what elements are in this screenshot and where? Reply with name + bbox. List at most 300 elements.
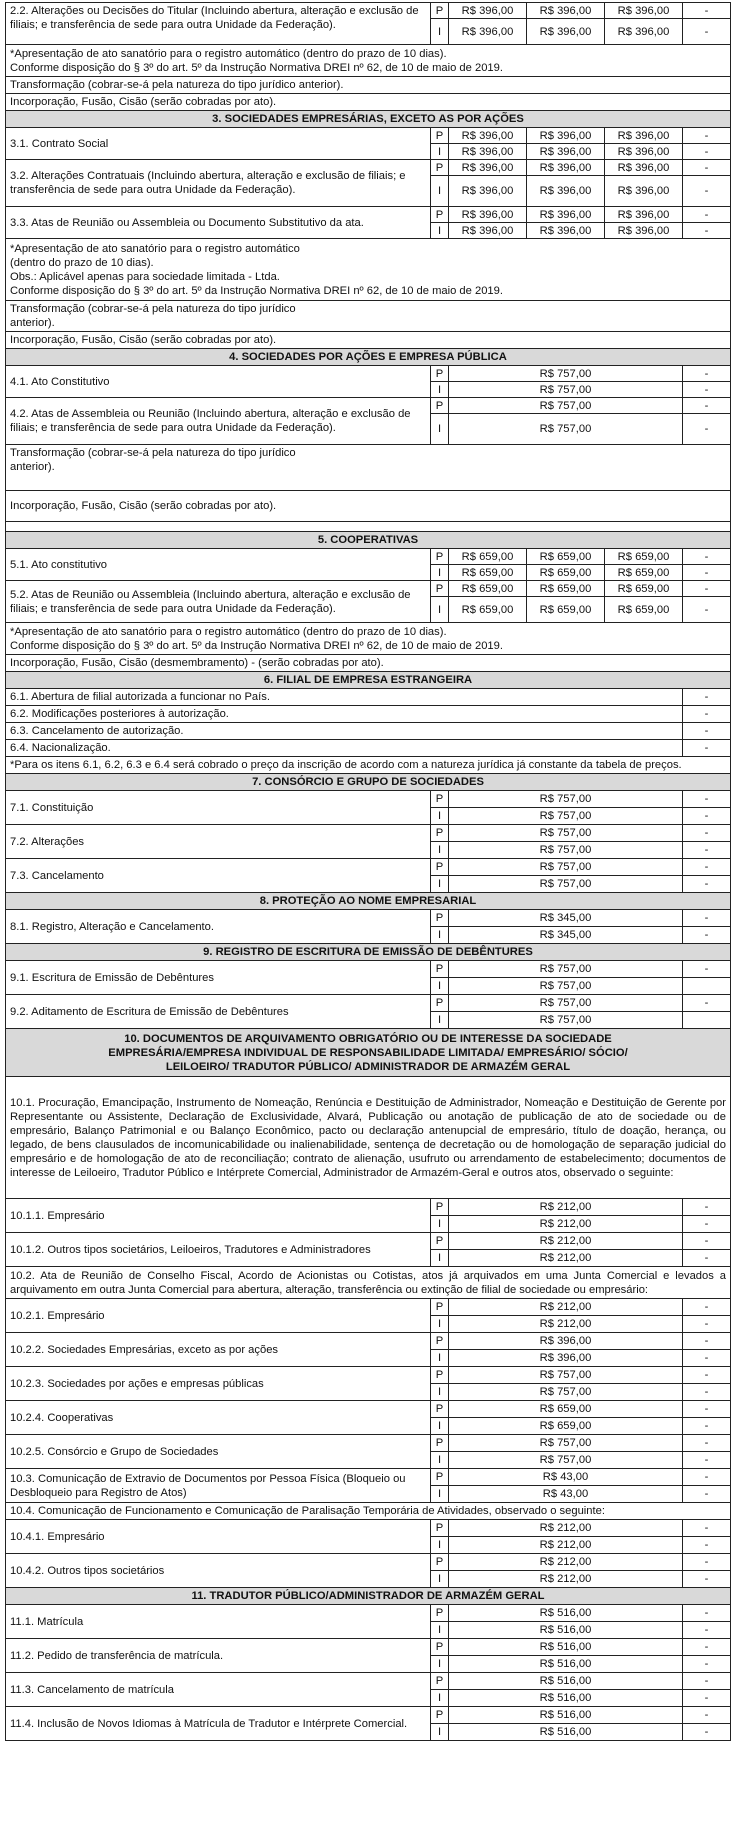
section-title <box>6 532 731 549</box>
price-row <box>6 1199 731 1216</box>
text-line: Incorporação, Fusão, Cisão (desmembramento) - (serão cobradas por ato). <box>10 657 384 669</box>
price-row <box>6 859 731 876</box>
item-dash: - <box>683 1367 731 1384</box>
pi-code: I <box>431 144 449 160</box>
section-header-row <box>6 349 731 366</box>
item-label: 10.2.4. Cooperativas <box>6 1401 431 1435</box>
section-header-row <box>6 893 731 910</box>
fee-table <box>5 2 731 1741</box>
item-label: 8.1. Registro, Alteração e Cancelamento. <box>6 910 431 944</box>
price-row <box>6 1401 731 1418</box>
price-value: R$ 659,00 <box>449 597 527 623</box>
item-dash: - <box>683 3 731 19</box>
price-row <box>6 581 731 597</box>
note-text <box>6 239 731 301</box>
price-value: R$ 757,00 <box>449 859 683 876</box>
text-line: Transformação (cobrar-se-á pela natureza do tipo jurídico <box>10 447 296 459</box>
text-line: anterior). <box>10 461 55 473</box>
item-label: 10.2.3. Sociedades por ações e empresas públicas <box>6 1367 431 1401</box>
pi-code: I <box>431 927 449 944</box>
note-text <box>6 757 731 774</box>
text-line: Conforme disposição do § 3º do art. 5º da Instrução Normativa DREI nº 62, de 10 de maio de 2019. <box>10 639 503 652</box>
pi-code: I <box>431 978 449 995</box>
item-label: 11.3. Cancelamento de matrícula <box>6 1673 431 1707</box>
pi-code: P <box>431 1605 449 1622</box>
pi-code: P <box>431 581 449 597</box>
item-label: 6.3. Cancelamento de autorização. <box>6 723 683 740</box>
price-value: R$ 757,00 <box>449 978 683 995</box>
price-value: R$ 396,00 <box>605 144 683 160</box>
text-line: Incorporação, Fusão, Cisão (serão cobradas por ato). <box>10 96 277 108</box>
price-value: R$ 659,00 <box>449 1418 683 1435</box>
text-line: 6. FILIAL DE EMPRESA ESTRANGEIRA <box>263 674 473 686</box>
item-dash: - <box>683 1350 731 1367</box>
pi-code: P <box>431 366 449 382</box>
item-dash: - <box>683 1384 731 1401</box>
price-value: R$ 396,00 <box>605 207 683 223</box>
pi-code: P <box>431 128 449 144</box>
item-label: 10.2.2. Sociedades Empresárias, exceto as por ações <box>6 1333 431 1367</box>
pi-code: I <box>431 19 449 45</box>
price-row <box>6 1469 731 1486</box>
price-row <box>6 366 731 382</box>
note-row <box>6 757 731 774</box>
text-line: Incorporação, Fusão, Cisão (serão cobradas por ato). <box>10 334 277 346</box>
text-line: 5. COOPERATIVAS <box>317 534 419 546</box>
item-dash: - <box>683 859 731 876</box>
text-line: *Apresentação de ato sanatório para o registro automático <box>10 242 300 255</box>
price-value: R$ 516,00 <box>449 1622 683 1639</box>
price-value: R$ 659,00 <box>449 565 527 581</box>
item-dash: - <box>683 723 731 740</box>
note-row <box>6 45 731 77</box>
price-row <box>6 128 731 144</box>
note-text <box>6 332 731 349</box>
fee-table-page <box>5 2 730 1741</box>
item-label: 9.1. Escritura de Emissão de Debêntures <box>6 961 431 995</box>
section-title <box>6 893 731 910</box>
price-value: R$ 516,00 <box>449 1673 683 1690</box>
item-dash: - <box>683 207 731 223</box>
item-dash: - <box>683 910 731 927</box>
paragraph-row <box>6 1267 731 1299</box>
item-label: 10.2.5. Consórcio e Grupo de Sociedades <box>6 1435 431 1469</box>
price-value: R$ 659,00 <box>527 549 605 565</box>
item-dash <box>683 1012 731 1029</box>
price-value: R$ 659,00 <box>449 581 527 597</box>
price-row <box>6 961 731 978</box>
price-value: R$ 757,00 <box>449 825 683 842</box>
item-label: 3.2. Alterações Contratuais (Incluindo abertura, alteração e exclusão de filiais; e transferência de sede para outra Unidade da Federação). <box>6 160 431 207</box>
price-value: R$ 396,00 <box>605 160 683 176</box>
price-row <box>6 1333 731 1350</box>
section-header-row <box>6 1588 731 1605</box>
item-dash: - <box>683 1605 731 1622</box>
item-dash: - <box>683 1554 731 1571</box>
price-value: R$ 396,00 <box>527 128 605 144</box>
pi-code: I <box>431 565 449 581</box>
item-dash: - <box>683 1233 731 1250</box>
price-value: R$ 659,00 <box>605 565 683 581</box>
item-label: 7.3. Cancelamento <box>6 859 431 893</box>
item-dash: - <box>683 1537 731 1554</box>
item-dash: - <box>683 689 731 706</box>
item-label: 7.2. Alterações <box>6 825 431 859</box>
item-dash: - <box>683 597 731 623</box>
section-header-row <box>6 774 731 791</box>
price-value: R$ 345,00 <box>449 927 683 944</box>
price-value: R$ 396,00 <box>605 128 683 144</box>
item-dash: - <box>683 128 731 144</box>
text-line: *Para os itens 6.1, 6.2, 6.3 e 6.4 será cobrado o preço da inscrição de acordo com a natureza jurídica já constante da tabela de preços. <box>10 759 682 771</box>
item-dash: - <box>683 927 731 944</box>
text-line: EMPRESÁRIA/EMPRESA INDIVIDUAL DE RESPONSABILIDADE LIMITADA/ EMPRESÁRIO/ SÓCIO/ <box>108 1046 628 1059</box>
price-value: R$ 757,00 <box>449 995 683 1012</box>
pi-code: I <box>431 382 449 398</box>
price-value: R$ 212,00 <box>449 1299 683 1316</box>
price-value: R$ 757,00 <box>449 876 683 893</box>
blank-cell <box>6 522 731 532</box>
item-label: 5.2. Atas de Reunião ou Assembleia (Incluindo abertura, alteração e exclusão de filiais; e transferência de sede para outra Unidade da Federação). <box>6 581 431 623</box>
item-row <box>6 740 731 757</box>
item-label: 3.1. Contrato Social <box>6 128 431 160</box>
pi-code: I <box>431 1537 449 1554</box>
text-line: LEILOEIRO/ TRADUTOR PÚBLICO/ ADMINISTRADOR DE ARMAZÉM GERAL <box>165 1060 571 1073</box>
price-value: R$ 396,00 <box>449 160 527 176</box>
price-value: R$ 396,00 <box>449 176 527 207</box>
price-value: R$ 757,00 <box>449 791 683 808</box>
price-row <box>6 1554 731 1571</box>
price-value: R$ 43,00 <box>449 1486 683 1503</box>
section-title <box>6 1029 731 1077</box>
pi-code: P <box>431 398 449 414</box>
note-row <box>6 491 731 522</box>
price-value: R$ 396,00 <box>527 176 605 207</box>
text-line: 9. REGISTRO DE ESCRITURA DE EMISSÃO DE DEBÊNTURES <box>203 946 533 958</box>
text-line: Transformação (cobrar-se-á pela natureza do tipo jurídico <box>10 303 296 315</box>
price-value: R$ 757,00 <box>449 1367 683 1384</box>
text-line: 10. DOCUMENTOS DE ARQUIVAMENTO OBRIGATÓRIO OU DE INTERESSE DA SOCIEDADE <box>124 1032 612 1045</box>
item-dash: - <box>683 1656 731 1673</box>
price-value: R$ 659,00 <box>527 581 605 597</box>
price-value: R$ 396,00 <box>527 223 605 239</box>
pi-code: I <box>431 1571 449 1588</box>
note-text <box>6 445 731 491</box>
section-header-row <box>6 1029 731 1077</box>
price-row <box>6 1233 731 1250</box>
price-row <box>6 1299 731 1316</box>
price-row <box>6 1367 731 1384</box>
pi-code: P <box>431 825 449 842</box>
item-dash: - <box>683 414 731 445</box>
price-row <box>6 791 731 808</box>
pi-code: I <box>431 597 449 623</box>
item-dash: - <box>683 1199 731 1216</box>
price-value: R$ 43,00 <box>449 1469 683 1486</box>
text-line: Obs.: Aplicável apenas para sociedade limitada - Ltda. <box>10 270 280 283</box>
pi-code: P <box>431 549 449 565</box>
price-value: R$ 516,00 <box>449 1605 683 1622</box>
price-value: R$ 396,00 <box>527 3 605 19</box>
item-dash: - <box>683 961 731 978</box>
item-label: 11.4. Inclusão de Novos Idiomas à Matrícula de Tradutor e Intérprete Comercial. <box>6 1707 431 1741</box>
price-value: R$ 212,00 <box>449 1216 683 1233</box>
price-value: R$ 396,00 <box>449 19 527 45</box>
price-value: R$ 396,00 <box>449 3 527 19</box>
pi-code: P <box>431 1199 449 1216</box>
item-dash: - <box>683 1401 731 1418</box>
item-dash: - <box>683 382 731 398</box>
item-dash: - <box>683 223 731 239</box>
item-dash: - <box>683 366 731 382</box>
item-dash: - <box>683 398 731 414</box>
price-value: R$ 396,00 <box>527 207 605 223</box>
pi-code: P <box>431 961 449 978</box>
pi-code: P <box>431 791 449 808</box>
item-label: 11.1. Matrícula <box>6 1605 431 1639</box>
item-dash: - <box>683 842 731 859</box>
item-dash: - <box>683 825 731 842</box>
price-row <box>6 549 731 565</box>
item-dash: - <box>683 144 731 160</box>
note-row <box>6 623 731 655</box>
pi-code: P <box>431 859 449 876</box>
pi-code: P <box>431 1673 449 1690</box>
pi-code: P <box>431 1233 449 1250</box>
pi-code: P <box>431 1520 449 1537</box>
item-label: 10.3. Comunicação de Extravio de Documentos por Pessoa Física (Bloqueio ou Desbloqueio para Registro de Atos) <box>6 1469 431 1503</box>
price-value: R$ 757,00 <box>449 1012 683 1029</box>
item-dash: - <box>683 1639 731 1656</box>
section-title <box>6 944 731 961</box>
text-line: Transformação (cobrar-se-á pela natureza do tipo jurídico anterior). <box>10 79 344 91</box>
pi-code: P <box>431 160 449 176</box>
pi-code: I <box>431 1622 449 1639</box>
pi-code: P <box>431 207 449 223</box>
item-dash: - <box>683 1690 731 1707</box>
price-row <box>6 160 731 176</box>
note-row <box>6 77 731 94</box>
item-label: 11.2. Pedido de transferência de matrícula. <box>6 1639 431 1673</box>
paragraph-row <box>6 1077 731 1199</box>
note-text <box>6 623 731 655</box>
note-row <box>6 655 731 672</box>
item-label: 10.1.2. Outros tipos societários, Leiloeiros, Tradutores e Administradores <box>6 1233 431 1267</box>
paragraph-row <box>6 1503 731 1520</box>
price-value: R$ 396,00 <box>449 1333 683 1350</box>
price-value: R$ 757,00 <box>449 1435 683 1452</box>
price-row <box>6 825 731 842</box>
price-value: R$ 757,00 <box>449 842 683 859</box>
text-line: 11. TRADUTOR PÚBLICO/ADMINISTRADOR DE ARMAZÉM GERAL <box>191 1590 545 1602</box>
price-value: R$ 516,00 <box>449 1656 683 1673</box>
text-line: Incorporação, Fusão, Cisão (serão cobradas por ato). <box>10 500 277 512</box>
item-dash: - <box>683 160 731 176</box>
note-row <box>6 301 731 332</box>
item-dash: - <box>683 876 731 893</box>
item-label: 5.1. Ato constitutivo <box>6 549 431 581</box>
price-value: R$ 396,00 <box>605 3 683 19</box>
item-dash: - <box>683 1520 731 1537</box>
note-row <box>6 445 731 491</box>
paragraph-text: 10.4. Comunicação de Funcionamento e Comunicação de Paralisação Temporária de Atividades, observado o seguinte: <box>6 1503 731 1520</box>
section-header-row <box>6 944 731 961</box>
price-value: R$ 212,00 <box>449 1233 683 1250</box>
blank-row <box>6 522 731 532</box>
item-dash: - <box>683 995 731 1012</box>
pi-code: P <box>431 910 449 927</box>
price-value: R$ 345,00 <box>449 910 683 927</box>
text-line: *Apresentação de ato sanatório para o registro automático (dentro do prazo de 10 dias). <box>10 625 447 638</box>
price-row <box>6 1639 731 1656</box>
note-text <box>6 45 731 77</box>
price-value: R$ 212,00 <box>449 1520 683 1537</box>
price-value: R$ 212,00 <box>449 1316 683 1333</box>
price-row <box>6 207 731 223</box>
item-dash: - <box>683 1571 731 1588</box>
note-text <box>6 491 731 522</box>
section-header-row <box>6 672 731 689</box>
price-value: R$ 757,00 <box>449 1384 683 1401</box>
pi-code: I <box>431 842 449 859</box>
pi-code: I <box>431 808 449 825</box>
paragraph-text: 10.1. Procuração, Emancipação, Instrumento de Nomeação, Renúncia e Destituição de Administrador, Nomeação e Destituição de Gerente por Representante ou Assistente, Declaração de Exclusividade, Alvará, Publicação ou anotação de publicação de ato de sociedade ou de empresário, Balanço Patrimonial e ou Balanço Econômico, pacto ou declaração antenupcial de empresário, título de doação, herança, ou legado, de bens clausulados de incomunicabilidade ou inalienabilidade, sentença de decretação ou de homologação de separação judicial do empresário e de homologação de ato de reconciliação; contrato de alienação, usufruto ou arrendamento de estabelecimento; documentos de interesse de Leiloeiro, Tradutor Público e Intérprete Comercial, Administrador de Armazém-Geral e outros atos, observado o seguinte: <box>6 1077 731 1199</box>
item-dash: - <box>683 1316 731 1333</box>
pi-code: I <box>431 223 449 239</box>
item-label: 4.1. Ato Constitutivo <box>6 366 431 398</box>
pi-code: P <box>431 1401 449 1418</box>
pi-code: I <box>431 1690 449 1707</box>
pi-code: I <box>431 1418 449 1435</box>
section-title <box>6 774 731 791</box>
pi-code: I <box>431 1250 449 1267</box>
section-header-row <box>6 111 731 128</box>
price-row <box>6 1605 731 1622</box>
pi-code: P <box>431 1639 449 1656</box>
price-value: R$ 516,00 <box>449 1690 683 1707</box>
item-dash: - <box>683 1469 731 1486</box>
item-dash: - <box>683 740 731 757</box>
pi-code: P <box>431 1469 449 1486</box>
pi-code: P <box>431 1707 449 1724</box>
pi-code: I <box>431 414 449 445</box>
pi-code: P <box>431 1367 449 1384</box>
item-label: 3.3. Atas de Reunião ou Assembleia ou Documento Substitutivo da ata. <box>6 207 431 239</box>
price-value: R$ 659,00 <box>449 549 527 565</box>
price-value: R$ 516,00 <box>449 1724 683 1741</box>
item-dash: - <box>683 176 731 207</box>
pi-code: I <box>431 1350 449 1367</box>
item-dash: - <box>683 1622 731 1639</box>
note-row <box>6 332 731 349</box>
pi-code: P <box>431 1435 449 1452</box>
pi-code: I <box>431 1452 449 1469</box>
note-text <box>6 655 731 672</box>
item-dash: - <box>683 1418 731 1435</box>
price-value: R$ 396,00 <box>449 144 527 160</box>
note-text <box>6 77 731 94</box>
item-dash: - <box>683 565 731 581</box>
price-value: R$ 659,00 <box>605 581 683 597</box>
item-label: 10.4.1. Empresário <box>6 1520 431 1554</box>
price-row <box>6 995 731 1012</box>
item-label: 6.2. Modificações posteriores à autorização. <box>6 706 683 723</box>
note-row <box>6 94 731 111</box>
section-title <box>6 349 731 366</box>
pi-code: I <box>431 1012 449 1029</box>
pi-code: I <box>431 1486 449 1503</box>
price-value: R$ 757,00 <box>449 808 683 825</box>
price-value: R$ 212,00 <box>449 1554 683 1571</box>
price-value: R$ 396,00 <box>605 19 683 45</box>
item-dash: - <box>683 808 731 825</box>
price-row <box>6 1707 731 1724</box>
text-line: (dentro do prazo de 10 dias). <box>10 256 154 269</box>
price-value: R$ 212,00 <box>449 1199 683 1216</box>
price-value: R$ 757,00 <box>449 1452 683 1469</box>
price-value: R$ 212,00 <box>449 1537 683 1554</box>
price-value: R$ 757,00 <box>449 961 683 978</box>
item-dash: - <box>683 1435 731 1452</box>
text-line: 7. CONSÓRCIO E GRUPO DE SOCIEDADES <box>252 776 484 788</box>
note-text <box>6 94 731 111</box>
pi-code: I <box>431 176 449 207</box>
price-value: R$ 659,00 <box>527 565 605 581</box>
item-label: 2.2. Alterações ou Decisões do Titular (Incluindo abertura, alteração e exclusão de filiais; e transferência de sede para outra Unidade da Federação). <box>6 3 431 45</box>
paragraph-text: 10.2. Ata de Reunião de Conselho Fiscal, Acordo de Acionistas ou Cotistas, atos já arquivados em uma Junta Comercial e levados a arquivamento em outra Junta Comercial para abertura, alteração, transferência ou extinção de filial de sociedade ou empresário: <box>6 1267 731 1299</box>
price-value: R$ 396,00 <box>527 19 605 45</box>
text-line: *Apresentação de ato sanatório para o registro automático (dentro do prazo de 10 dias). <box>10 47 447 60</box>
item-dash: - <box>683 1250 731 1267</box>
item-dash: - <box>683 706 731 723</box>
pi-code: P <box>431 1299 449 1316</box>
price-value: R$ 396,00 <box>449 1350 683 1367</box>
pi-code: I <box>431 1656 449 1673</box>
price-value: R$ 396,00 <box>527 160 605 176</box>
item-label: 10.2.1. Empresário <box>6 1299 431 1333</box>
item-dash: - <box>683 1486 731 1503</box>
price-value: R$ 659,00 <box>605 549 683 565</box>
pi-code: I <box>431 1316 449 1333</box>
pi-code: P <box>431 995 449 1012</box>
price-value: R$ 757,00 <box>449 382 683 398</box>
item-dash: - <box>683 791 731 808</box>
price-value: R$ 757,00 <box>449 414 683 445</box>
price-value: R$ 396,00 <box>605 223 683 239</box>
section-title <box>6 672 731 689</box>
text-line: Conforme disposição do § 3º do art. 5º da Instrução Normativa DREI nº 62, de 10 de maio de 2019. <box>10 284 503 297</box>
pi-code: I <box>431 1724 449 1741</box>
pi-code: I <box>431 1384 449 1401</box>
item-label: 6.4. Nacionalização. <box>6 740 683 757</box>
item-dash: - <box>683 1216 731 1233</box>
item-dash: - <box>683 549 731 565</box>
section-title <box>6 1588 731 1605</box>
pi-code: I <box>431 876 449 893</box>
item-dash: - <box>683 581 731 597</box>
price-row <box>6 1673 731 1690</box>
note-row <box>6 239 731 301</box>
pi-code: P <box>431 3 449 19</box>
pi-code: P <box>431 1333 449 1350</box>
price-value: R$ 212,00 <box>449 1571 683 1588</box>
price-row <box>6 1520 731 1537</box>
item-label: 9.2. Aditamento de Escritura de Emissão de Debêntures <box>6 995 431 1029</box>
note-text <box>6 301 731 332</box>
item-row <box>6 706 731 723</box>
text-line: Conforme disposição do § 3º do art. 5º da Instrução Normativa DREI nº 62, de 10 de maio de 2019. <box>10 61 503 74</box>
price-value: R$ 516,00 <box>449 1639 683 1656</box>
